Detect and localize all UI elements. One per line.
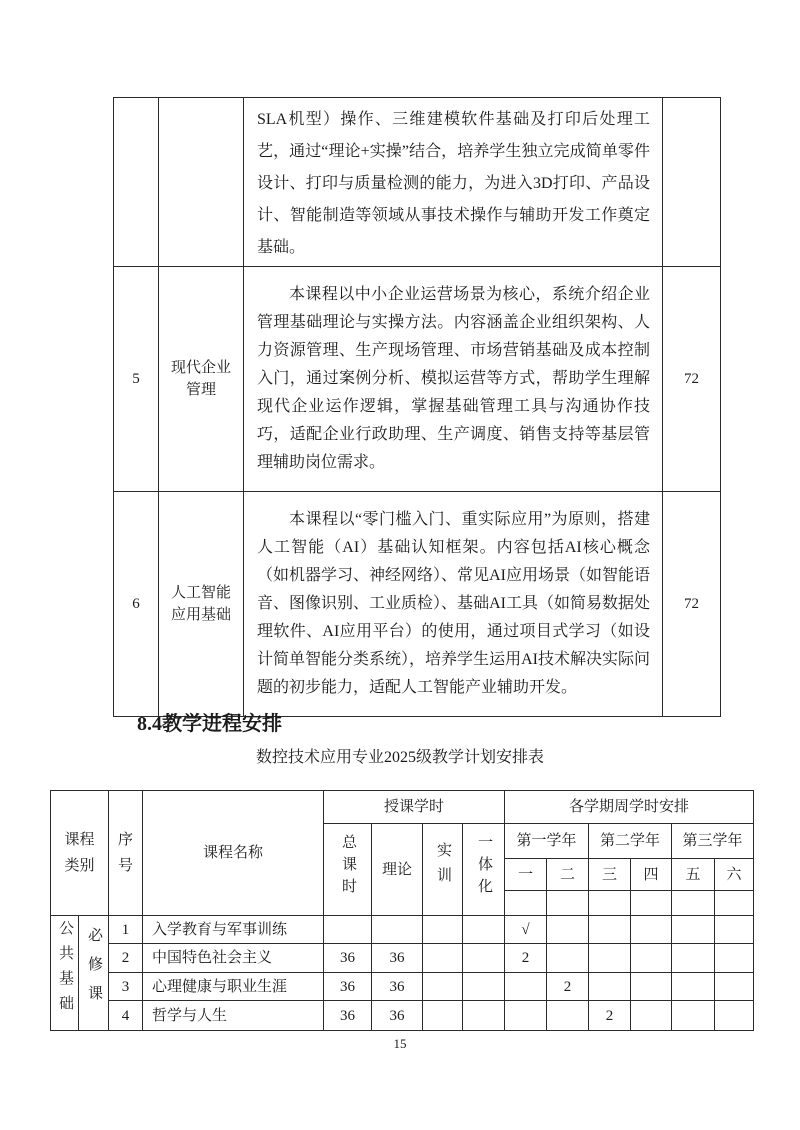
- cell-sem5: [672, 916, 715, 944]
- cell-course-description: 本课程以中小企业运营场景为核心，系统介绍企业管理基础理论与实操方法。内容涵盖企业组织架构、人力资源管理、生产现场管理、市场营销基础及成本控制入门，通过案例分析、模拟运营等方式，帮助学生理解现代企业运作逻辑，掌握基础管理工具与沟通协作技巧，适配企业行政助理、生产调度、销售支持等基层管理辅助岗位需求。: [244, 267, 663, 492]
- cell-practice: [423, 944, 463, 973]
- cell-course-no: 5: [114, 267, 159, 492]
- header-spacer-cell: [505, 891, 547, 916]
- header-category-label: 课程类别: [64, 832, 95, 874]
- header-total-hours-label: 总课时: [340, 833, 356, 900]
- table-row: [51, 973, 754, 1001]
- cell-sem6: [715, 916, 754, 944]
- cell-sem4: [631, 973, 672, 1001]
- cell-total: 36: [324, 1001, 372, 1031]
- cell-sem1: [505, 1001, 547, 1031]
- cell-seq: 3: [109, 973, 143, 1001]
- cell-sem1: √: [505, 916, 547, 944]
- header-spacer-cell: [589, 891, 631, 916]
- cell-course-hours-empty: [663, 98, 721, 267]
- header-integrated-label: 一体化: [476, 833, 492, 900]
- cell-practice: [423, 973, 463, 1001]
- cell-sem5: [672, 973, 715, 1001]
- cell-sem1: 2: [505, 944, 547, 973]
- cell-course-name-empty: [159, 98, 244, 267]
- cell-sem5: [672, 944, 715, 973]
- cell-sem2: [547, 916, 589, 944]
- cell-course-hours: 72: [663, 492, 721, 717]
- header-semester-6: 六: [715, 859, 754, 891]
- cell-course-description: 本课程以“零门槛入门、重实际应用”为原则，搭建人工智能（AI）基础认知框架。内容包括AI核心概念（如机器学习、神经网络）、常见AI应用场景（如智能语音、图像识别、工业质检）、基础AI工具（如简易数据处理软件、AI应用平台）的使用，通过项目式学习（如设计简单智能分类系统），培养学生运用AI技术解决实际问题的初步能力，适配人工智能产业辅助开发。: [244, 492, 663, 717]
- page-number: 15: [393, 1036, 407, 1051]
- header-semester-3: 三: [589, 859, 631, 891]
- header-row: [51, 791, 754, 824]
- cell-sem5: [672, 1001, 715, 1031]
- cell-course-name: 心理健康与职业生涯: [143, 973, 324, 1001]
- header-spacer-cell: [672, 891, 715, 916]
- plan-table-caption: 数控技术应用专业2025级教学计划安排表: [255, 749, 544, 766]
- header-weekly-hours: 各学期周学时安排: [505, 791, 754, 824]
- cell-course-name: 中国特色社会主义: [143, 944, 324, 973]
- cell-total: [324, 916, 372, 944]
- header-teaching-hours: 授课学时: [324, 791, 505, 824]
- cell-sem3: [589, 916, 631, 944]
- cell-sem6: [715, 1001, 754, 1031]
- course-description-continuation: SLA机型）操作、三维建模软件基础及打印后处理工艺，通过“理论+实操”结合，培养学生独立完成简单零件设计、打印与质量检测的能力，为进入3D打印、产品设计、智能制造等领域从事技术操作与辅助开发工作奠定基础。: [244, 98, 663, 267]
- table-row: [51, 1001, 754, 1031]
- cell-practice: [423, 916, 463, 944]
- cell-sem6: [715, 973, 754, 1001]
- header-seq-label: 序号: [117, 832, 133, 874]
- table-row: [114, 267, 721, 492]
- header-spacer-cell: [547, 891, 589, 916]
- cell-sem2: 2: [547, 973, 589, 1001]
- cell-course-no-empty: [114, 98, 159, 267]
- cell-sem3: 2: [589, 1001, 631, 1031]
- header-integrated: [463, 824, 505, 916]
- cell-sem4: [631, 1001, 672, 1031]
- header-seq: [109, 791, 143, 916]
- header-practice-label: 实训: [435, 841, 451, 892]
- header-year3: 第三学年: [672, 824, 754, 859]
- cell-theory: 36: [372, 973, 423, 1001]
- teaching-plan-table: [50, 790, 754, 1031]
- cell-total: 36: [324, 944, 372, 973]
- table-row: [51, 944, 754, 973]
- cell-practice: [423, 1001, 463, 1031]
- cell-sem1: [505, 973, 547, 1001]
- cell-theory: 36: [372, 944, 423, 973]
- cell-sem4: [631, 916, 672, 944]
- cell-course-name: 人工智能应用基础: [159, 492, 244, 717]
- cell-theory: 36: [372, 1001, 423, 1031]
- table-row: [51, 916, 754, 944]
- cell-course-hours: 72: [663, 267, 721, 492]
- header-year1: 第一学年: [505, 824, 589, 859]
- header-total-hours: [324, 824, 372, 916]
- cell-integrated: [463, 944, 505, 973]
- cell-sem4: [631, 944, 672, 973]
- cell-seq: 1: [109, 916, 143, 944]
- cell-seq: 4: [109, 1001, 143, 1031]
- cell-category-group: [51, 916, 79, 1031]
- cell-course-no: 6: [114, 492, 159, 717]
- header-course-name: 课程名称: [143, 791, 324, 916]
- table-row: [114, 98, 721, 267]
- header-practice: [423, 824, 463, 916]
- cell-course-name: 入学教育与军事训练: [143, 916, 324, 944]
- cell-sem2: [547, 944, 589, 973]
- header-semester-2: 二: [547, 859, 589, 891]
- header-spacer-cell: [715, 891, 754, 916]
- section-heading: 8.4教学进程安排: [137, 713, 282, 735]
- cell-course-name: 现代企业管理: [159, 267, 244, 492]
- cell-integrated: [463, 916, 505, 944]
- header-category: [51, 791, 109, 916]
- header-theory: 理论: [372, 824, 423, 916]
- cell-integrated: [463, 973, 505, 1001]
- header-semester-5: 五: [672, 859, 715, 891]
- cell-subcategory-group: [79, 916, 109, 1031]
- cell-seq: 2: [109, 944, 143, 973]
- header-semester-4: 四: [631, 859, 672, 891]
- subcategory-group-label: 必修课: [86, 926, 102, 1014]
- cell-theory: [372, 916, 423, 944]
- cell-sem2: [547, 1001, 589, 1031]
- header-spacer-cell: [631, 891, 672, 916]
- cell-course-name: 哲学与人生: [143, 1001, 324, 1031]
- cell-sem3: [589, 973, 631, 1001]
- cell-sem6: [715, 944, 754, 973]
- header-year2: 第二学年: [589, 824, 672, 859]
- cell-total: 36: [324, 973, 372, 1001]
- category-group-label: 公共基础: [57, 920, 73, 1020]
- header-semester-1: 一: [505, 859, 547, 891]
- cell-sem3: [589, 944, 631, 973]
- table-row: [114, 492, 721, 717]
- course-description-table: [113, 97, 721, 717]
- cell-integrated: [463, 1001, 505, 1031]
